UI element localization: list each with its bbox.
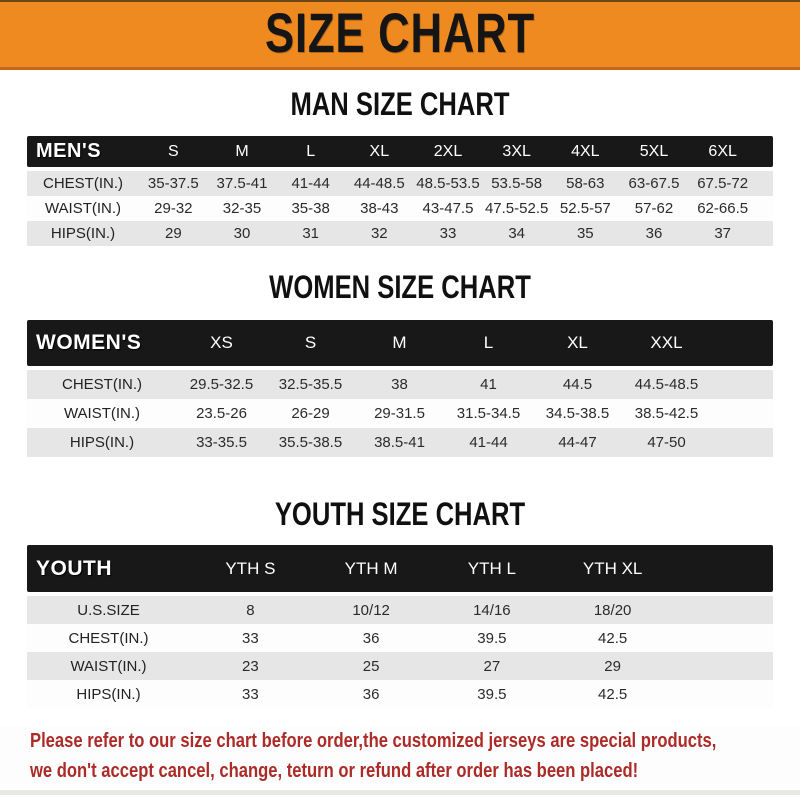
table-header-row bbox=[27, 320, 773, 366]
youth-section-heading: YOUTH SIZE CHART bbox=[274, 496, 526, 532]
size-value-cell: 34.5-38.5 bbox=[545, 405, 610, 422]
size-column-header: YTH XL bbox=[582, 558, 643, 578]
men-size-table bbox=[27, 136, 773, 246]
size-value-cell: 35.5-38.5 bbox=[278, 434, 343, 451]
size-value-cell: 44.5 bbox=[562, 376, 593, 393]
table-row bbox=[27, 624, 773, 652]
size-value-cell: 41-44 bbox=[469, 434, 508, 451]
size-value-cell: 58-63 bbox=[566, 175, 605, 192]
size-value-cell: 37.5-41 bbox=[216, 175, 268, 192]
size-column-header: 4XL bbox=[571, 142, 600, 160]
footer-note bbox=[0, 726, 800, 786]
size-column-header: YTH S bbox=[225, 558, 276, 578]
size-value-cell: 36 bbox=[362, 685, 380, 703]
size-column-header: L bbox=[483, 333, 494, 352]
table-row bbox=[27, 680, 773, 708]
size-value-cell: 30 bbox=[233, 225, 251, 242]
size-value-cell: 29-31.5 bbox=[374, 405, 425, 422]
size-value-cell: 36 bbox=[645, 225, 663, 242]
size-value-cell: 33 bbox=[439, 225, 457, 242]
size-value-cell: 31.5-34.5 bbox=[456, 405, 521, 422]
measurement-row-label: WAIST(IN.) bbox=[44, 200, 122, 217]
size-value-cell: 31 bbox=[302, 225, 319, 242]
measurement-row-label: HIPS(IN.) bbox=[76, 685, 141, 703]
size-column-header: L bbox=[306, 142, 316, 160]
size-column-header: S bbox=[304, 333, 317, 352]
footer-note-line1: Please refer to our size chart before order,the customized jerseys are special products, bbox=[30, 730, 717, 752]
banner-title: SIZE CHART bbox=[265, 1, 535, 64]
size-value-cell: 35-37.5 bbox=[147, 175, 199, 192]
size-value-cell: 35-38 bbox=[291, 200, 330, 217]
size-value-cell: 23 bbox=[242, 657, 259, 675]
measurement-row-label: HIPS(IN.) bbox=[50, 225, 116, 242]
size-value-cell: 25 bbox=[362, 657, 380, 675]
women-size-table bbox=[27, 320, 773, 457]
size-column-header: 2XL bbox=[433, 142, 463, 160]
size-value-cell: 48.5-53.5 bbox=[416, 175, 480, 192]
size-value-cell: 39.5 bbox=[477, 685, 507, 703]
size-value-cell: 42.5 bbox=[598, 685, 628, 703]
size-value-cell: 23.5-26 bbox=[196, 405, 247, 422]
table-row bbox=[27, 652, 773, 680]
size-value-cell: 29 bbox=[604, 657, 621, 675]
size-value-cell: 37 bbox=[714, 225, 731, 242]
size-value-cell: 36 bbox=[362, 629, 380, 647]
size-value-cell: 26-29 bbox=[291, 405, 330, 422]
size-column-header: 5XL bbox=[639, 142, 669, 160]
size-value-cell: 38.5-41 bbox=[374, 434, 425, 451]
table-row bbox=[27, 196, 773, 221]
size-value-cell: 29 bbox=[164, 225, 182, 242]
table-row bbox=[27, 399, 773, 428]
size-column-header: 6XL bbox=[708, 142, 737, 160]
table-row bbox=[27, 428, 773, 457]
men-section-heading: MAN SIZE CHART bbox=[290, 86, 510, 122]
table-row bbox=[27, 370, 773, 399]
size-value-cell: 29.5-32.5 bbox=[189, 376, 254, 393]
table-corner-label: MEN'S bbox=[36, 140, 102, 162]
size-value-cell: 33 bbox=[242, 629, 259, 647]
size-value-cell: 44-47 bbox=[558, 434, 597, 451]
size-column-header: 3XL bbox=[502, 142, 531, 160]
size-value-cell: 47-50 bbox=[647, 434, 686, 451]
table-row bbox=[27, 596, 773, 624]
table-corner-label: WOMEN'S bbox=[36, 331, 142, 354]
size-value-cell: 38.5-42.5 bbox=[634, 405, 699, 422]
size-value-cell: 53.5-58 bbox=[491, 175, 543, 192]
footer-note-line2: we don't accept cancel, change, teturn or refund after order has been placed! bbox=[30, 760, 639, 782]
measurement-row-label: WAIST(IN.) bbox=[70, 657, 147, 675]
women-section-heading: WOMEN SIZE CHART bbox=[269, 269, 531, 305]
size-value-cell: 62-66.5 bbox=[697, 200, 749, 217]
size-column-header: XXL bbox=[650, 333, 683, 352]
size-value-cell: 38-43 bbox=[360, 200, 399, 217]
measurement-row-label: WAIST(IN.) bbox=[63, 405, 141, 422]
size-value-cell: 63-67.5 bbox=[628, 175, 680, 192]
size-value-cell: 41 bbox=[480, 376, 497, 393]
size-value-cell: 43-47.5 bbox=[422, 200, 474, 217]
size-value-cell: 52.5-57 bbox=[559, 200, 611, 217]
size-value-cell: 14/16 bbox=[473, 601, 511, 619]
size-column-header: YTH M bbox=[344, 558, 398, 578]
size-value-cell: 8 bbox=[246, 601, 255, 619]
table-row bbox=[27, 221, 773, 246]
bottom-edge-strip bbox=[0, 790, 800, 795]
size-value-cell: 57-62 bbox=[634, 200, 674, 217]
table-corner-label: YOUTH bbox=[36, 556, 112, 580]
size-value-cell: 42.5 bbox=[598, 629, 628, 647]
measurement-row-label: U.S.SIZE bbox=[77, 601, 140, 619]
measurement-row-label: CHEST(IN.) bbox=[68, 629, 149, 647]
size-column-header: S bbox=[167, 142, 179, 160]
size-value-cell: 44.5-48.5 bbox=[634, 376, 699, 393]
size-value-cell: 27 bbox=[483, 657, 501, 675]
size-value-cell: 38 bbox=[391, 376, 408, 393]
size-value-cell: 10/12 bbox=[352, 601, 390, 619]
size-value-cell: 33 bbox=[242, 685, 259, 703]
size-value-cell: 32.5-35.5 bbox=[278, 376, 343, 393]
table-row bbox=[27, 171, 773, 196]
size-value-cell: 32-35 bbox=[222, 200, 262, 217]
size-column-header: M bbox=[392, 333, 407, 352]
youth-size-table bbox=[27, 545, 773, 708]
size-value-cell: 32 bbox=[370, 225, 388, 242]
size-value-cell: 44-48.5 bbox=[353, 175, 405, 192]
size-value-cell: 33-35.5 bbox=[196, 434, 247, 451]
measurement-row-label: CHEST(IN.) bbox=[62, 376, 142, 393]
size-value-cell: 41-44 bbox=[291, 175, 330, 192]
size-column-header: XL bbox=[567, 333, 588, 352]
size-value-cell: 67.5-72 bbox=[697, 175, 749, 192]
size-column-header: XL bbox=[369, 142, 390, 160]
size-column-header: XS bbox=[210, 333, 233, 352]
size-value-cell: 39.5 bbox=[477, 629, 507, 647]
size-column-header: M bbox=[235, 142, 249, 160]
size-value-cell: 47.5-52.5 bbox=[484, 200, 549, 217]
size-value-cell: 29-32 bbox=[154, 200, 193, 217]
size-column-header: YTH L bbox=[467, 558, 516, 578]
size-value-cell: 34 bbox=[508, 225, 525, 242]
size-value-cell: 18/20 bbox=[593, 601, 632, 619]
measurement-row-label: CHEST(IN.) bbox=[43, 175, 123, 192]
size-value-cell: 35 bbox=[576, 225, 594, 242]
table-header-row bbox=[27, 545, 773, 592]
table-header-row bbox=[27, 136, 773, 167]
size-chart-banner bbox=[0, 0, 800, 70]
measurement-row-label: HIPS(IN.) bbox=[69, 434, 135, 451]
